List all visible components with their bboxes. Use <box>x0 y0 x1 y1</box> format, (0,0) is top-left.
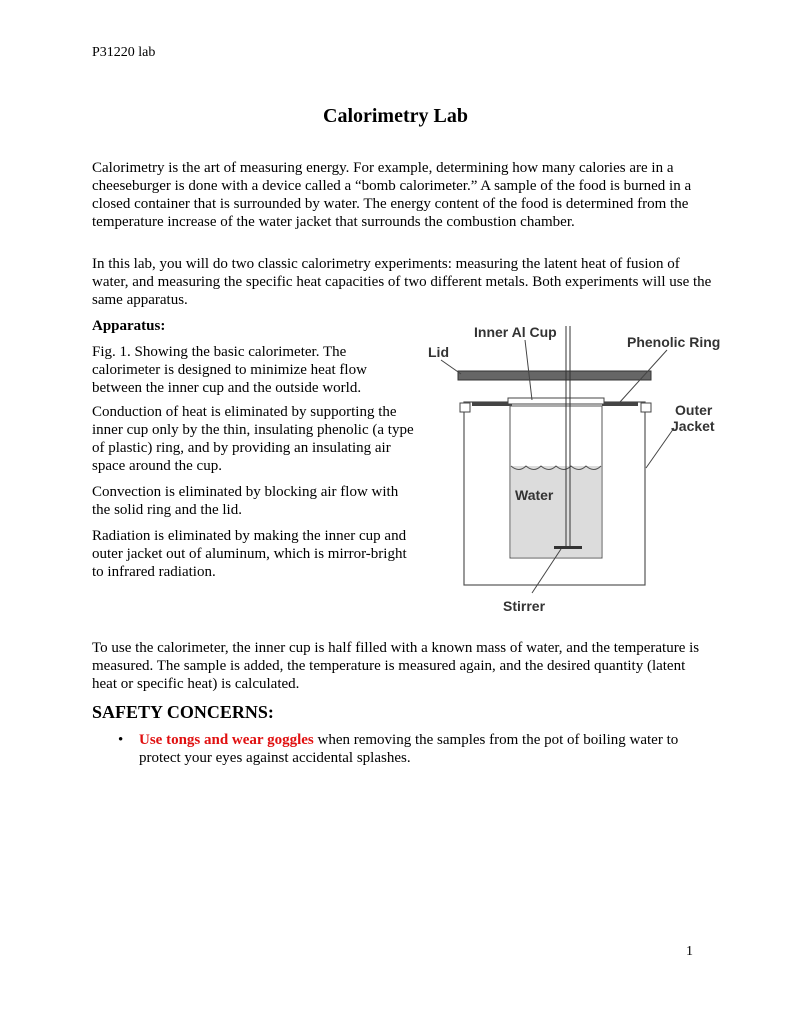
leader-lid <box>441 360 461 374</box>
safety-text: when removing the samples from the pot of boiling water to protect your eyes against accidental splashes. <box>139 732 679 766</box>
cup-rim <box>508 398 604 404</box>
leader-outer-jacket <box>646 428 674 468</box>
figure-caption: Fig. 1. Showing the basic calorimeter. The calorimeter is designed to minimize heat flow between the inner cup and the outside world. <box>92 344 367 396</box>
header-course-code: P31220 lab <box>92 45 156 60</box>
label-lid: Lid <box>428 344 449 360</box>
safety-item <box>118 731 713 767</box>
ring-right-bar <box>602 402 638 406</box>
calorimeter-diagram <box>420 318 730 618</box>
safety-heading: SAFETY CONCERNS: <box>92 702 274 722</box>
label-jacket: Jacket <box>671 418 715 434</box>
ring-left-bar <box>472 402 512 406</box>
label-stirrer: Stirrer <box>503 598 546 614</box>
leader-inner-cup <box>525 340 532 400</box>
intro-paragraph-2: In this lab, you will do two classic calorimetry experiments: measuring the latent heat of fusion of water, and measuring the specific heat capacities of two different metals. Both experiments will use the same apparatus. <box>92 256 712 308</box>
label-outer: Outer <box>675 402 713 418</box>
ring-right-edge <box>641 403 651 412</box>
ring-left-edge <box>460 403 470 412</box>
convection-paragraph: Convection is eliminated by blocking air flow with the solid ring and the lid. <box>92 484 399 518</box>
bullet-icon: • <box>118 732 124 748</box>
label-phenolic-ring: Phenolic Ring <box>627 334 721 350</box>
radiation-paragraph: Radiation is eliminated by making the inner cup and outer jacket out of aluminum, which is mirror-bright to infrared radiation. <box>92 528 407 580</box>
label-water: Water <box>515 487 554 503</box>
apparatus-heading: Apparatus: <box>92 318 166 334</box>
safety-list <box>118 731 713 767</box>
page-title: Calorimetry Lab <box>323 105 468 127</box>
water-shape <box>511 466 601 557</box>
page-number: 1 <box>686 944 693 959</box>
intro-paragraph-1: Calorimetry is the art of measuring energy. For example, determining how many calories are in a cheeseburger is done with a device called a “bomb calorimeter.” A sample of the food is burned in a closed container that is surrounded by water. The energy content of the food is determined from the temperature increase of the water jacket that surrounds the combustion chamber. <box>92 160 692 230</box>
label-inner-cup: Inner Al Cup <box>474 324 557 340</box>
usage-paragraph: To use the calorimeter, the inner cup is half filled with a known mass of water, and the temperature is measured. The sample is added, the temperature is measured again, and the desired quantity (latent heat or specific heat) is calculated. <box>92 640 700 692</box>
safety-highlight: Use tongs and wear goggles <box>139 732 314 748</box>
stirrer-paddle <box>554 546 582 549</box>
lid-shape <box>458 371 651 380</box>
conduction-paragraph: Conduction of heat is eliminated by supporting the inner cup only by the thin, insulating phenolic (a type of plastic) ring, and by providing an insulating air space around the cup. <box>92 404 414 474</box>
